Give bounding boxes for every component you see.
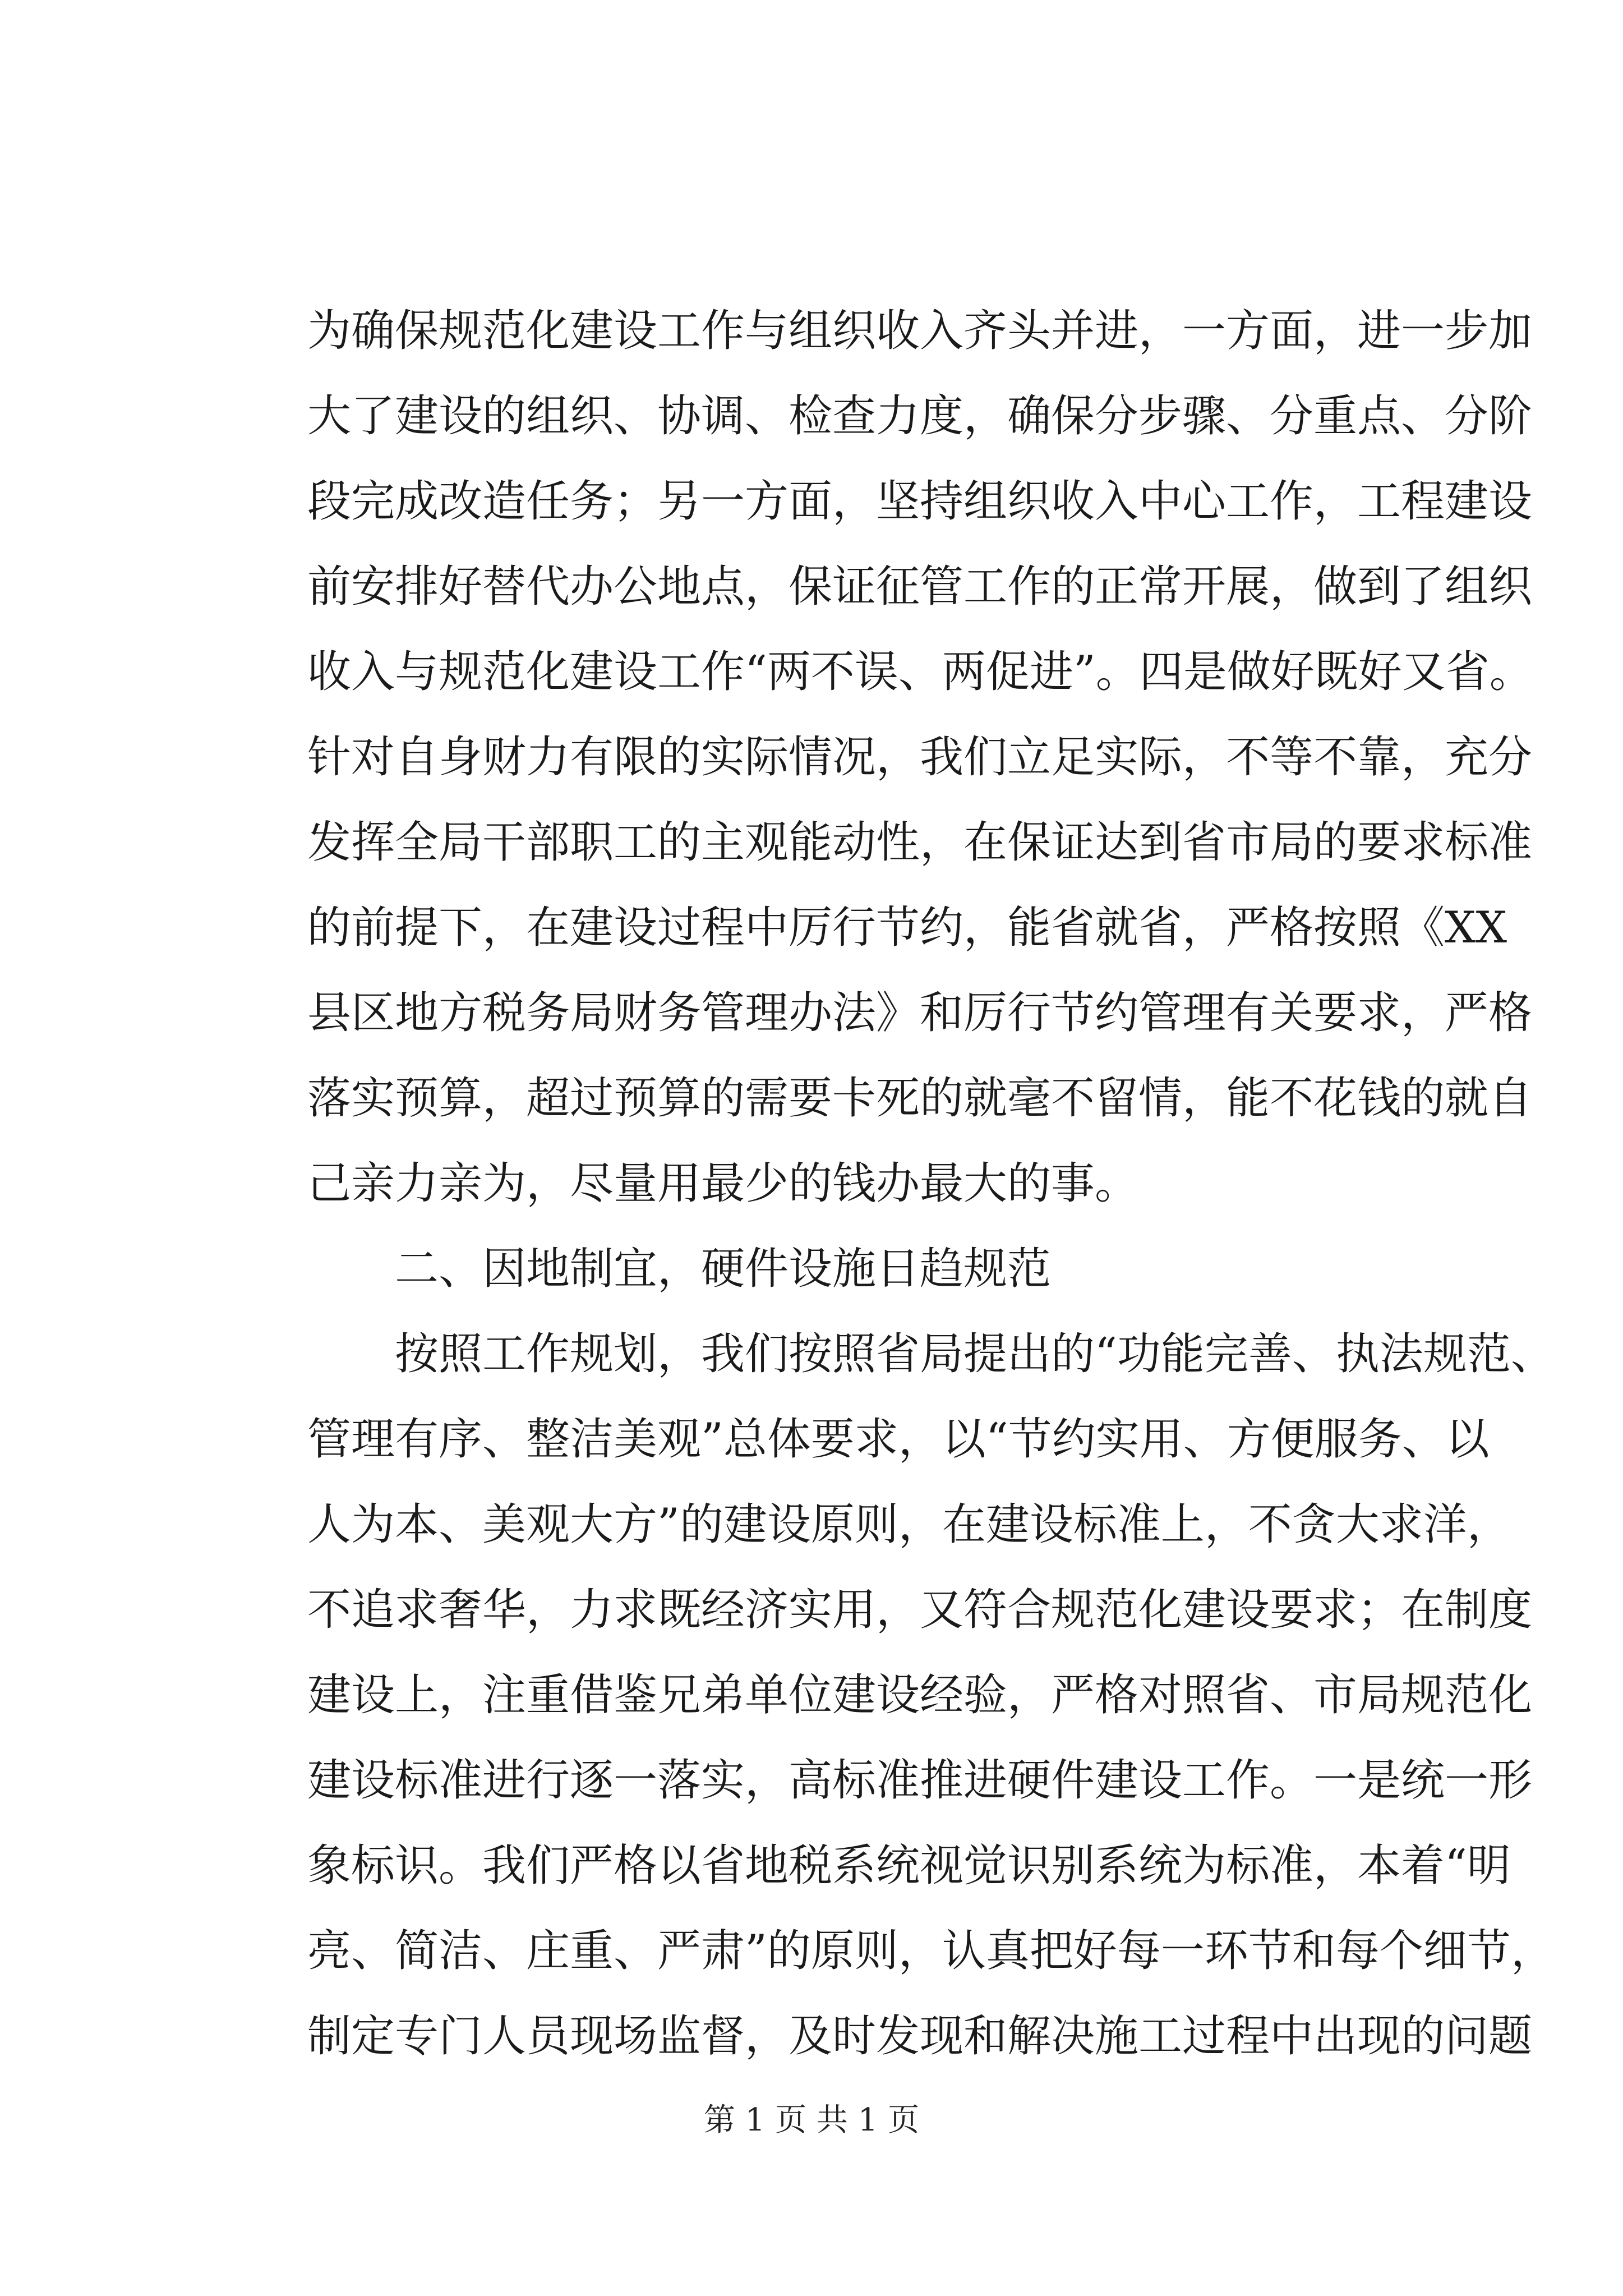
body-text-line: 针对自身财力有限的实际情况，我们立足实际，不等不靠，充分 [307,732,1533,783]
page-footer: 第 1 页 共 1 页 [703,2102,920,2138]
body-text-line: 不追求奢华，力求既经济实用，又符合规范化建设要求；在制度 [307,1585,1533,1635]
body-text-line: 收入与规范化建设工作“两不误、两促进”。四是做好既好又省。 [307,647,1533,697]
body-text-line: 为确保规范化建设工作与组织收入齐头并进，一方面，进一步加 [307,306,1533,356]
body-text-line: 建设标准进行逐一落实，高标准推进硬件建设工作。一是统一形 [307,1755,1533,1806]
body-text-line: 制定专门人员现场监督，及时发现和解决施工过程中出现的问题 [307,2011,1533,2062]
section-heading: 二、因地制宜，硬件设施日趋规范 [307,1244,1052,1294]
body-text-line: 人为本、美观大方”的建设原则，在建设标准上，不贪大求洋， [307,1499,1511,1550]
body-text-line: 落实预算，超过预算的需要卡死的就毫不留情，能不花钱的就自 [307,1073,1533,1124]
body-text-line: 大了建设的组织、协调、检查力度，确保分步骤、分重点、分阶 [307,391,1533,441]
body-text-line: 象标识。我们严格以省地税系统视觉识别系统为标准，本着“明 [307,1841,1511,1891]
body-text-line: 管理有序、整洁美观”总体要求，以“节约实用、方便服务、以 [307,1414,1490,1465]
body-text-line: 亮、简洁、庄重、严肃”的原则，认真把好每一环节和每个细节， [307,1926,1555,1976]
body-text-line: 的前提下，在建设过程中厉行节约，能省就省，严格按照《XX [307,903,1507,953]
body-text-line: 发挥全局干部职工的主观能动性，在保证达到省市局的要求标准 [307,817,1533,868]
body-text-line: 前安排好替代办公地点，保证征管工作的正常开展，做到了组织 [307,562,1533,612]
body-text-line: 段完成改造任务；另一方面，坚持组织收入中心工作，工程建设 [307,476,1533,527]
body-text-line: 建设上，注重借鉴兄弟单位建设经验，严格对照省、市局规范化 [307,1670,1533,1720]
body-text-line: 县区地方税务局财务管理办法》和厉行节约管理有关要求，严格 [307,988,1533,1038]
body-text-line: 己亲力亲为，尽量用最少的钱办最大的事。 [307,1158,1139,1209]
body-text-line: 按照工作规划，我们按照省局提出的“功能完善、执法规范、 [307,1329,1555,1379]
